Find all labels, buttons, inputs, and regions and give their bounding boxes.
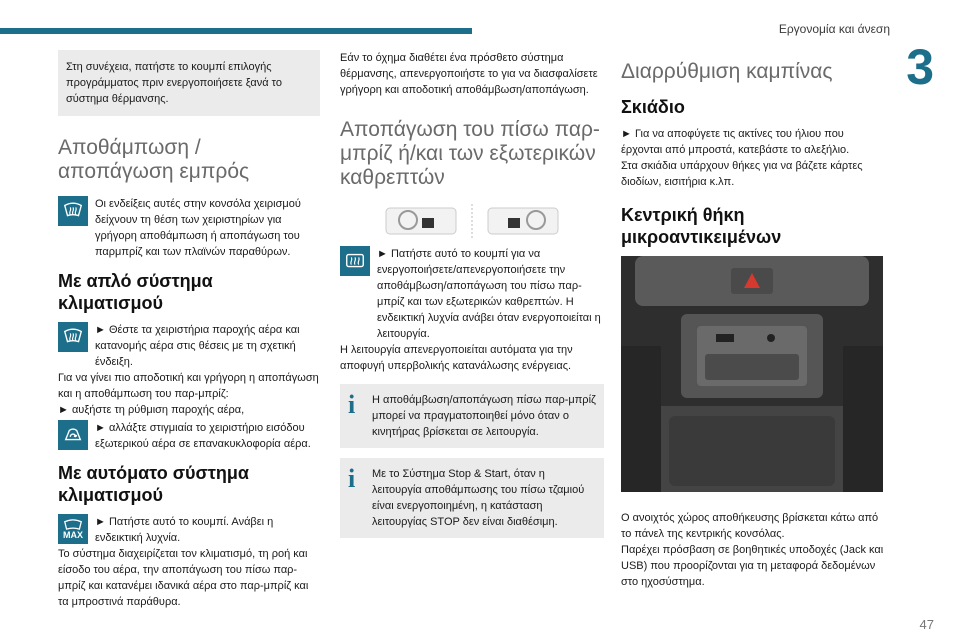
defrost-text: Οι ενδείξεις αυτές στην κονσόλα χειρισμού δείχνουν τη θέση των χειριστηρίων για γρήγορη αποθάμπωση ή αποπάγωση του παρμπρίζ και των πλαϊνών παραθύρων. xyxy=(95,198,301,258)
simple-ac-title: Με απλό σύστημα κλιματισμού xyxy=(58,271,213,313)
aux-heating-text: Εάν το όχημα διαθέτει ένα πρόσθετο σύστημα θέρμανσης, απενεργοποιήστε το για να διασφαλίσετε γρήγορη και αποδοτική αποθάμβωση/αποπάγωση. xyxy=(340,52,598,96)
info-icon: i xyxy=(348,464,356,493)
front-defrost-title: Αποθάμπωση / αποπάγωση εμπρός xyxy=(58,136,250,183)
info-text-1: Η αποθάμβωση/αποπάγωση πίσω παρ-μπρίζ μπορεί να πραγματοποιηθεί μόνο όταν ο κινητήρας βρίσκεται σε λειτουργία. xyxy=(372,394,596,438)
auto-step: ► Πατήστε αυτό το κουμπί. Ανάβει η ενδεικτική λυχνία. xyxy=(95,516,274,544)
auto-text: Το σύστημα διαχειρίζεται τον κλιματισμό, τη ροή και είσοδο του αέρα, την αποπάγωση του πίσω παρ-μπρίζ και κατανέμει ιδανικά αέρα στο παρ-μπρίζ και τα μπροστινά παράθυρα. xyxy=(58,548,309,608)
sunvisor-text-2: Στα σκιάδια υπάρχουν θήκες για να βάζετε κάρτες διοδίων, εισιτήρια κ.λπ. xyxy=(621,160,863,188)
intro-box: Στη συνέχεια, πατήστε το κουμπί επιλογής προγράμματος πριν ενεργοποιήσετε ξανά το σύστημα θέρμανσης. xyxy=(58,50,320,116)
cabin-title: Διαρρύθμιση καμπίνας xyxy=(621,60,833,83)
simple-text: Για να γίνει πιο αποδοτική και γρήγορη η αποπάγωση και η αποθάμπωση του παρ-μπρίζ: xyxy=(58,372,319,400)
storage-text-1: Ο ανοιχτός χώρος αποθήκευσης βρίσκεται κάτω από το πάνελ της κεντρικής κονσόλας. xyxy=(621,512,879,540)
info-box-2 xyxy=(340,458,604,538)
sunvisor-text-1: ► Για να αποφύγετε τις ακτίνες του ήλιου που έρχονται από μπροστά, κατεβάστε το αλεξήλιο. xyxy=(621,128,850,156)
console-photo xyxy=(621,256,883,492)
rear-row xyxy=(340,246,604,342)
rear-text: Η λειτουργία απενεργοποιείται αυτόματα για την αποφυγή υπερβολικής κατανάλωσης ενέργειας. xyxy=(340,344,573,372)
storage-text-2: Παρέχει πρόσβαση σε βοηθητικές υποδοχές (Jack και USB) που προορίζονται για τη μεταφορά δεδομένων στο ηχοσύστημα. xyxy=(621,544,884,588)
info-icon: i xyxy=(348,390,356,419)
defrost-row xyxy=(58,196,320,260)
info-text-2: Με το Σύστημα Stop & Start, όταν η λειτουργία αποθάμπωσης του πίσω τζαμιού είναι ενεργοποιημένη, η κατάσταση λειτουργίας STOP δεν είναι διαθέσιμη. xyxy=(372,468,585,528)
front-defrost-icon xyxy=(58,196,88,226)
column-2 xyxy=(340,50,604,538)
simple-step-1: ► Θέστε τα χειριστήρια παροχής αέρα και κατανομής αέρα στις θέσεις με τη σχετική ένδειξη. xyxy=(95,324,300,368)
rear-defrost-icon xyxy=(340,246,370,276)
max-defrost-icon xyxy=(58,514,88,544)
section-header: Εργονομία και άνεση xyxy=(778,22,890,36)
recirculation-icon xyxy=(58,420,88,450)
column-1 xyxy=(58,50,320,610)
front-defrost-icon xyxy=(58,322,88,352)
sunvisor-title: Σκιάδιο xyxy=(621,97,685,117)
storage-title: Κεντρική θήκη μικροαντικειμένων xyxy=(621,205,782,247)
rear-defrost-title: Αποπάγωση του πίσω παρ-μπρίζ ή/και των εξωτερικών καθρεπτών xyxy=(340,118,600,189)
rear-step: ► Πατήστε αυτό το κουμπί για να ενεργοποιήσετε/απενεργοποιήσετε την αποθάμβωση/αποπάγωση του πίσω παρ-μπρίζ και των εξωτερικών καθρεπτών. Η ενδεικτική λυχνία ανάβει όταν ενεργοποιείται η λειτουργία. xyxy=(377,248,601,340)
auto-ac-title: Με αυτόματο σύστημα κλιματισμού xyxy=(58,463,249,505)
simple-row xyxy=(58,322,320,370)
chapter-number: 3 xyxy=(906,39,934,95)
top-accent-bar xyxy=(0,28,472,34)
recirc-row xyxy=(58,420,320,452)
simple-step-3: ► αλλάξτε στιγμιαία το χειριστήριο εισόδου εξωτερικού αέρα σε επανακυκλοφορία αέρα. xyxy=(95,422,311,450)
dashboard-illustration xyxy=(340,202,604,240)
auto-row xyxy=(58,514,320,546)
info-box-1 xyxy=(340,384,604,448)
max-label: MAX xyxy=(63,530,83,540)
column-3 xyxy=(621,50,885,590)
simple-step-2: ► αυξήστε τη ρύθμιση παροχής αέρα, xyxy=(58,404,245,416)
page-number: 47 xyxy=(919,617,934,632)
